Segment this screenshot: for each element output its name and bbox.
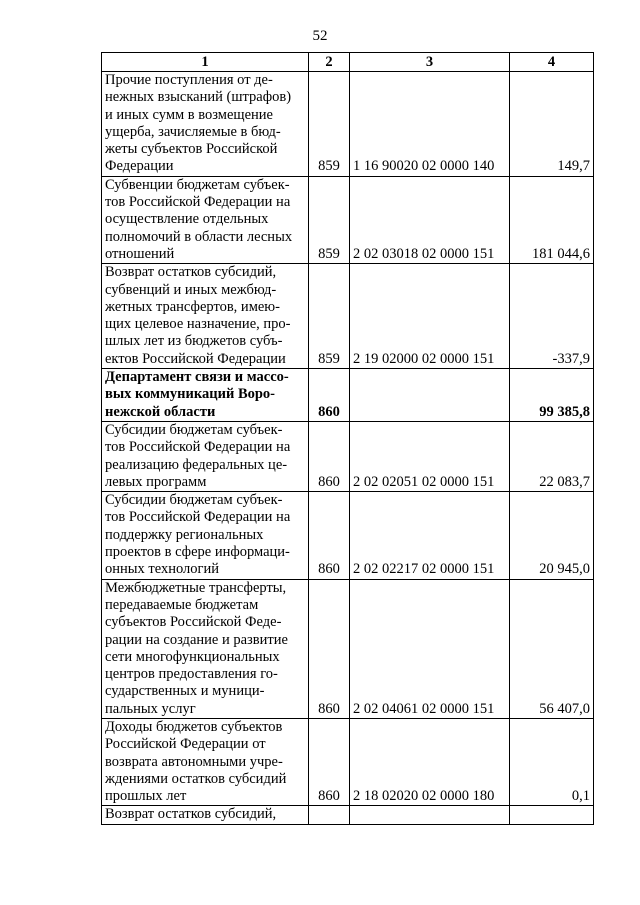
admin-code-cell: 859 bbox=[309, 176, 350, 263]
revenue-code-cell: 2 18 02020 02 0000 180 bbox=[350, 718, 510, 805]
table-row bbox=[102, 718, 594, 805]
description-line: нежных взысканий (штрафов) bbox=[105, 89, 292, 106]
admin-code-cell: 860 bbox=[309, 369, 350, 422]
admin-code-cell: 860 bbox=[309, 492, 350, 579]
page-number: 52 bbox=[312, 28, 328, 44]
description-line: жеты субъектов Российской bbox=[105, 141, 278, 158]
description-line: возврата автономными учре- bbox=[105, 753, 283, 770]
description-line: прошлых лет bbox=[105, 788, 187, 805]
description-line: Прочие поступления от де- bbox=[105, 72, 273, 88]
column-header-4: 4 bbox=[510, 53, 594, 72]
table-row bbox=[102, 421, 594, 491]
description-line: Возврат остатков субсидий, bbox=[105, 806, 277, 823]
table-row bbox=[102, 176, 594, 263]
admin-code-cell: 860 bbox=[309, 579, 350, 718]
description-line: поддержку региональных bbox=[105, 526, 264, 543]
description-line: онных технологий bbox=[105, 561, 219, 578]
amount-cell: 181 044,6 bbox=[510, 176, 594, 263]
revenue-code-cell: 1 16 90020 02 0000 140 bbox=[350, 72, 510, 177]
description-line: шлых лет из бюджетов субъ- bbox=[105, 333, 283, 350]
column-header-1: 1 bbox=[102, 53, 309, 72]
description-line: жетных трансфертов, имею- bbox=[105, 298, 280, 315]
description-line: Российской Федерации от bbox=[105, 736, 266, 753]
revenue-code-cell bbox=[350, 369, 510, 422]
description-line: пальных услуг bbox=[105, 700, 196, 717]
table-body bbox=[102, 72, 594, 825]
amount-cell: 22 083,7 bbox=[510, 421, 594, 491]
description-line: сети многофункциональных bbox=[105, 648, 280, 665]
amount-cell: 99 385,8 bbox=[510, 369, 594, 422]
revenue-table bbox=[101, 52, 594, 825]
description-line: Возврат остатков субсидий, bbox=[105, 264, 277, 281]
table-row bbox=[102, 369, 594, 422]
table-header-row bbox=[102, 53, 594, 72]
description-line: отношений bbox=[105, 245, 175, 262]
admin-code-cell: 860 bbox=[309, 718, 350, 805]
description-line: Межбюджетные трансферты, bbox=[105, 579, 287, 596]
table-row bbox=[102, 492, 594, 579]
description-line: тов Российской Федерации на bbox=[105, 509, 291, 526]
description-line: рации на создание и развитие bbox=[105, 631, 288, 648]
amount-cell: 149,7 bbox=[510, 72, 594, 177]
column-header-3: 3 bbox=[350, 53, 510, 72]
description-line: сударственных и муници- bbox=[105, 683, 265, 700]
revenue-code-cell: 2 02 02217 02 0000 151 bbox=[350, 492, 510, 579]
row-description bbox=[102, 264, 309, 369]
table-row bbox=[102, 72, 594, 177]
description-line: тов Российской Федерации на bbox=[105, 439, 291, 456]
description-line: передаваемые бюджетам bbox=[105, 596, 259, 613]
description-line: субъектов Российской Феде- bbox=[105, 614, 282, 631]
description-line: левых программ bbox=[105, 473, 207, 490]
row-description bbox=[102, 806, 309, 824]
description-line: Федерации bbox=[105, 158, 174, 175]
description-line: Субсидии бюджетам субъек- bbox=[105, 421, 283, 438]
row-description bbox=[102, 718, 309, 805]
amount-cell bbox=[510, 806, 594, 824]
amount-cell: 56 407,0 bbox=[510, 579, 594, 718]
description-line: щих целевое назначение, про- bbox=[105, 316, 291, 333]
row-description bbox=[102, 72, 309, 177]
admin-code-cell bbox=[309, 806, 350, 824]
table-row bbox=[102, 806, 594, 824]
description-line: реализацию федеральных це- bbox=[105, 456, 288, 473]
description-line: Департамент связи и массо- bbox=[105, 369, 289, 386]
row-description bbox=[102, 492, 309, 579]
admin-code-cell: 859 bbox=[309, 264, 350, 369]
amount-cell: 20 945,0 bbox=[510, 492, 594, 579]
description-line: осуществление отдельных bbox=[105, 211, 269, 228]
admin-code-cell: 859 bbox=[309, 72, 350, 177]
description-line: центров предоставления го- bbox=[105, 666, 278, 683]
revenue-code-cell: 2 02 03018 02 0000 151 bbox=[350, 176, 510, 263]
description-line: Субсидии бюджетам субъек- bbox=[105, 492, 283, 509]
column-header-2: 2 bbox=[309, 53, 350, 72]
revenue-code-cell: 2 02 02051 02 0000 151 bbox=[350, 421, 510, 491]
row-description bbox=[102, 421, 309, 491]
description-line: и иных сумм в возмещение bbox=[105, 106, 273, 123]
admin-code-cell: 860 bbox=[309, 421, 350, 491]
description-line: вых коммуникаций Воро- bbox=[105, 386, 276, 403]
description-line: ектов Российской Федерации bbox=[105, 350, 286, 367]
table-row bbox=[102, 579, 594, 718]
row-description bbox=[102, 369, 309, 422]
description-line: субвенций и иных межбюд- bbox=[105, 281, 277, 298]
description-line: ущерба, зачисляемые в бюд- bbox=[105, 123, 281, 140]
description-line: проектов в сфере информаци- bbox=[105, 544, 290, 561]
revenue-code-cell: 2 19 02000 02 0000 151 bbox=[350, 264, 510, 369]
description-line: полномочий в области лесных bbox=[105, 228, 293, 245]
description-line: нежской области bbox=[105, 403, 216, 420]
revenue-code-cell bbox=[350, 806, 510, 824]
amount-cell: 0,1 bbox=[510, 718, 594, 805]
description-line: Субвенции бюджетам субъек- bbox=[105, 176, 290, 193]
revenue-code-cell: 2 02 04061 02 0000 151 bbox=[350, 579, 510, 718]
description-line: ждениями остатков субсидий bbox=[105, 770, 287, 787]
description-line: Доходы бюджетов субъектов bbox=[105, 718, 283, 735]
row-description bbox=[102, 176, 309, 263]
table-row bbox=[102, 264, 594, 369]
description-line: тов Российской Федерации на bbox=[105, 194, 291, 211]
amount-cell: -337,9 bbox=[510, 264, 594, 369]
row-description bbox=[102, 579, 309, 718]
